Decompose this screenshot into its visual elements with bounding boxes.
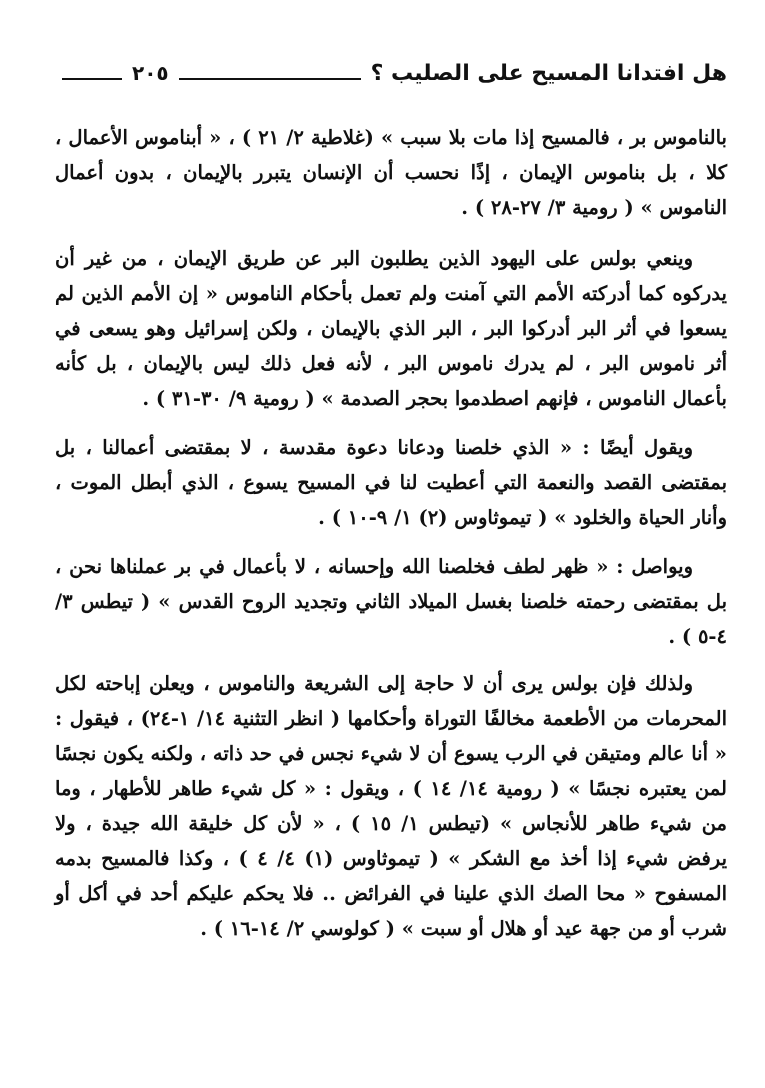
running-header: [62, 52, 727, 94]
chapter-title: هل افتدانا المسيح على الصليب ؟: [370, 60, 727, 86]
paragraph: ويقول أيضًا : « الذي خلصنا ودعانا دعوة مقدسة ، لا بمقتضى أعمالنا ، بل بمقتضى القصد والنعمة التي أعطيت لنا في المسيح يسوع ، الذي أبطل الموت ، وأنار الحياة والخلود » ( تيموثاوس (٢) ١/ ٩-١٠ ) .: [55, 436, 727, 529]
page-body: [55, 120, 727, 946]
paragraph: وينعي بولس على اليهود الذين يطلبون البر عن طريق الإيمان ، من غير أن يدركوه كما أدركته الأمم التي آمنت ولم تعمل بأحكام الناموس « إن الأمم الذين لم يسعوا في أثر البر أدركوا البر ، البر الذي بالإيمان ، ولكن إسرائيل وهو يسعى في أثر ناموس البر ، لم يدرك ناموس البر ، لأنه فعل ذلك ليس بالإيمان ، بل كأنه بأعمال الناموس ، فإنهم اصطدموا بحجر الصدمة » ( رومية ٩/ ٣٠-٣١ ) .: [55, 247, 727, 410]
paragraph: ويواصل : « ظهر لطف فخلصنا الله وإحسانه ، لا بأعمال في بر عملناها نحن ، بل بمقتضى رحمته خلصنا بغسل الميلاد الثاني وتجديد الروح القدس » ( تيطس ٣/ ٤-٥ ) .: [55, 555, 727, 648]
header-rule-tail: [62, 78, 122, 80]
paragraph: ولذلك فإن بولس يرى أن لا حاجة إلى الشريعة والناموس ، ويعلن إباحته لكل المحرمات من الأطعمة مخالفًا التوراة وأحكامها ( انظر التثنية ١٤/ ١-٢٤) ، فيقول : « أنا عالم ومتيقن في الرب يسوع أن لا شيء نجس في حد ذاته ، ولكنه يكون نجسًا لمن يعتبره نجسًا » ( رومية ١٤/ ١٤ ) ، ويقول : « كل شيء طاهر للأطهار ، وما من شيء طاهر للأنجاس » (تيطس ١/ ١٥ ) ، « لأن كل خليقة الله جيدة ، ولا يرفض شيء إذا أخذ مع الشكر » ( تيموثاوس (١) ٤/ ٤ ) ، وكذا فالمسيح بدمه المسفوح « محا الصك الذي علينا في الفرائض .. فلا يحكم عليكم أحد في أكل أو شرب أو من جهة عيد أو هلال أو سبت » ( كولوسي ٢/ ١٤-١٦ ) .: [55, 672, 727, 940]
page-number: ٢٠٥: [132, 61, 169, 85]
paragraph: بالناموس بر ، فالمسيح إذا مات بلا سبب » (غلاطية ٢/ ٢١ ) ، « أبناموس الأعمال ، كلا ، بل بناموس الإيمان ، إذًا نحسب أن الإنسان يتبرر بالإيمان ، بدون أعمال الناموس » ( رومية ٣/ ٢٧-٢٨ ) .: [55, 126, 727, 219]
header-rule: [179, 78, 361, 80]
